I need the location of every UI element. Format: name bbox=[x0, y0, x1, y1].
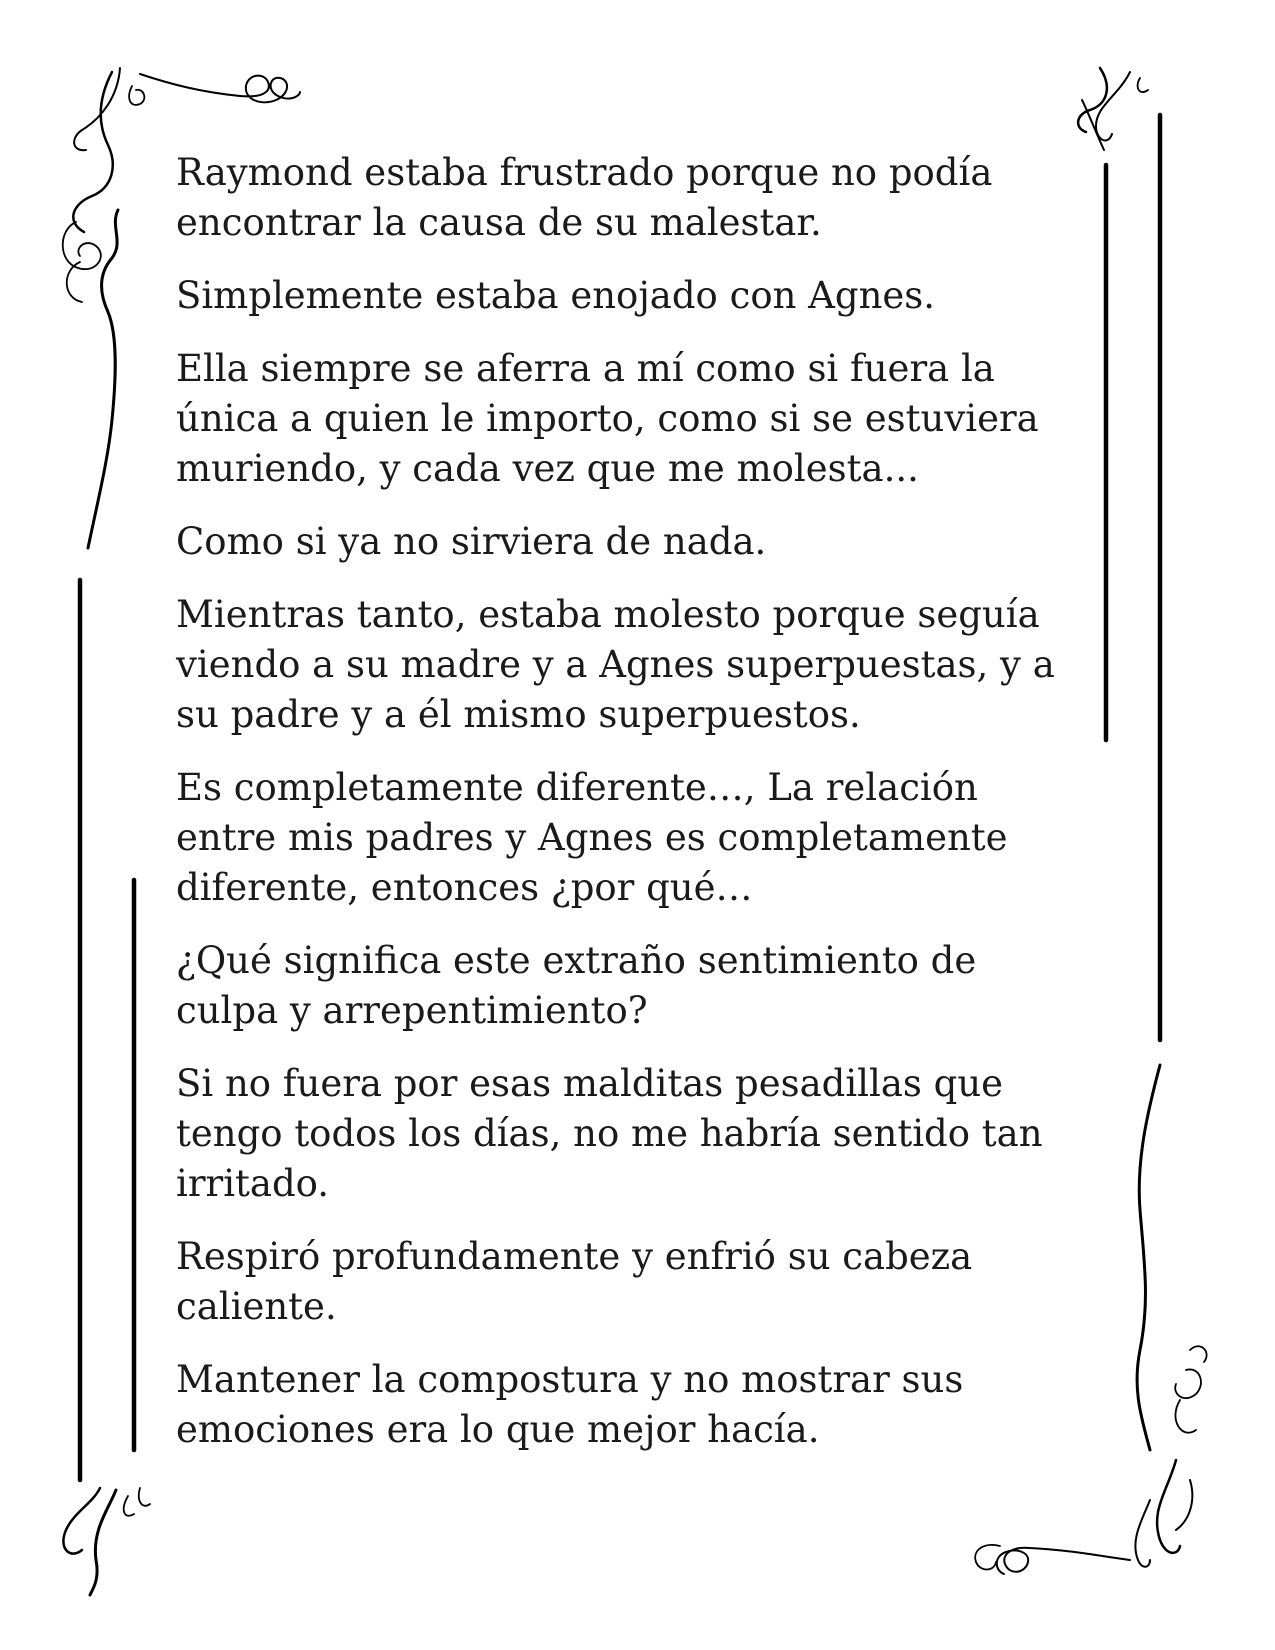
paragraph-10 bbox=[176, 1355, 1096, 1455]
text-line: culpa y arrepentimiento? bbox=[176, 989, 648, 1032]
text-line: única a quien le importo, como si se estuviera bbox=[176, 397, 1039, 440]
bottom-left-flourish bbox=[63, 1488, 150, 1595]
paragraph-9 bbox=[176, 1232, 1096, 1332]
text-line: Es completamente diferente…, La relación bbox=[176, 766, 978, 809]
text-line: Como si ya no sirviera de nada. bbox=[176, 520, 767, 563]
text-line: diferente, entonces ¿por qué… bbox=[176, 866, 753, 909]
paragraph-1 bbox=[176, 148, 1096, 248]
top-right-flourish bbox=[1078, 68, 1148, 150]
paragraph-2 bbox=[176, 271, 1096, 321]
paragraph-8 bbox=[176, 1059, 1096, 1209]
text-line: ¿Qué significa este extraño sentimiento de bbox=[176, 939, 977, 982]
text-line: encontrar la causa de su malestar. bbox=[176, 201, 822, 244]
text-line: Ella siempre se aferra a mí como si fuera la bbox=[176, 347, 995, 390]
text-line: irritado. bbox=[176, 1162, 330, 1205]
text-line: Raymond estaba frustrado porque no podía bbox=[176, 151, 993, 194]
story-text bbox=[176, 148, 1096, 1478]
paragraph-4 bbox=[176, 517, 1096, 567]
text-line: Mantener la compostura y no mostrar sus bbox=[176, 1358, 964, 1401]
text-line: Mientras tanto, estaba molesto porque seguía bbox=[176, 593, 1040, 636]
text-line: caliente. bbox=[176, 1285, 337, 1328]
text-line: Simplemente estaba enojado con Agnes. bbox=[176, 274, 936, 317]
paragraph-5 bbox=[176, 590, 1096, 740]
paragraph-7 bbox=[176, 936, 1096, 1036]
text-line: Si no fuera por esas malditas pesadillas que bbox=[176, 1062, 1004, 1105]
text-line: entre mis padres y Agnes es completamente bbox=[176, 816, 1008, 859]
text-line: Respiró profundamente y enfrió su cabeza bbox=[176, 1235, 973, 1278]
text-line: viendo a su madre y a Agnes superpuestas, y a bbox=[176, 643, 1055, 686]
paragraph-6 bbox=[176, 763, 1096, 913]
paragraph-3 bbox=[176, 344, 1096, 494]
text-line: emociones era lo que mejor hacía. bbox=[176, 1408, 820, 1451]
text-line: muriendo, y cada vez que me molesta... bbox=[176, 447, 919, 490]
text-line: tengo todos los días, no me habría sentido tan bbox=[176, 1112, 1043, 1155]
text-line: su padre y a él mismo superpuestos. bbox=[176, 693, 861, 736]
